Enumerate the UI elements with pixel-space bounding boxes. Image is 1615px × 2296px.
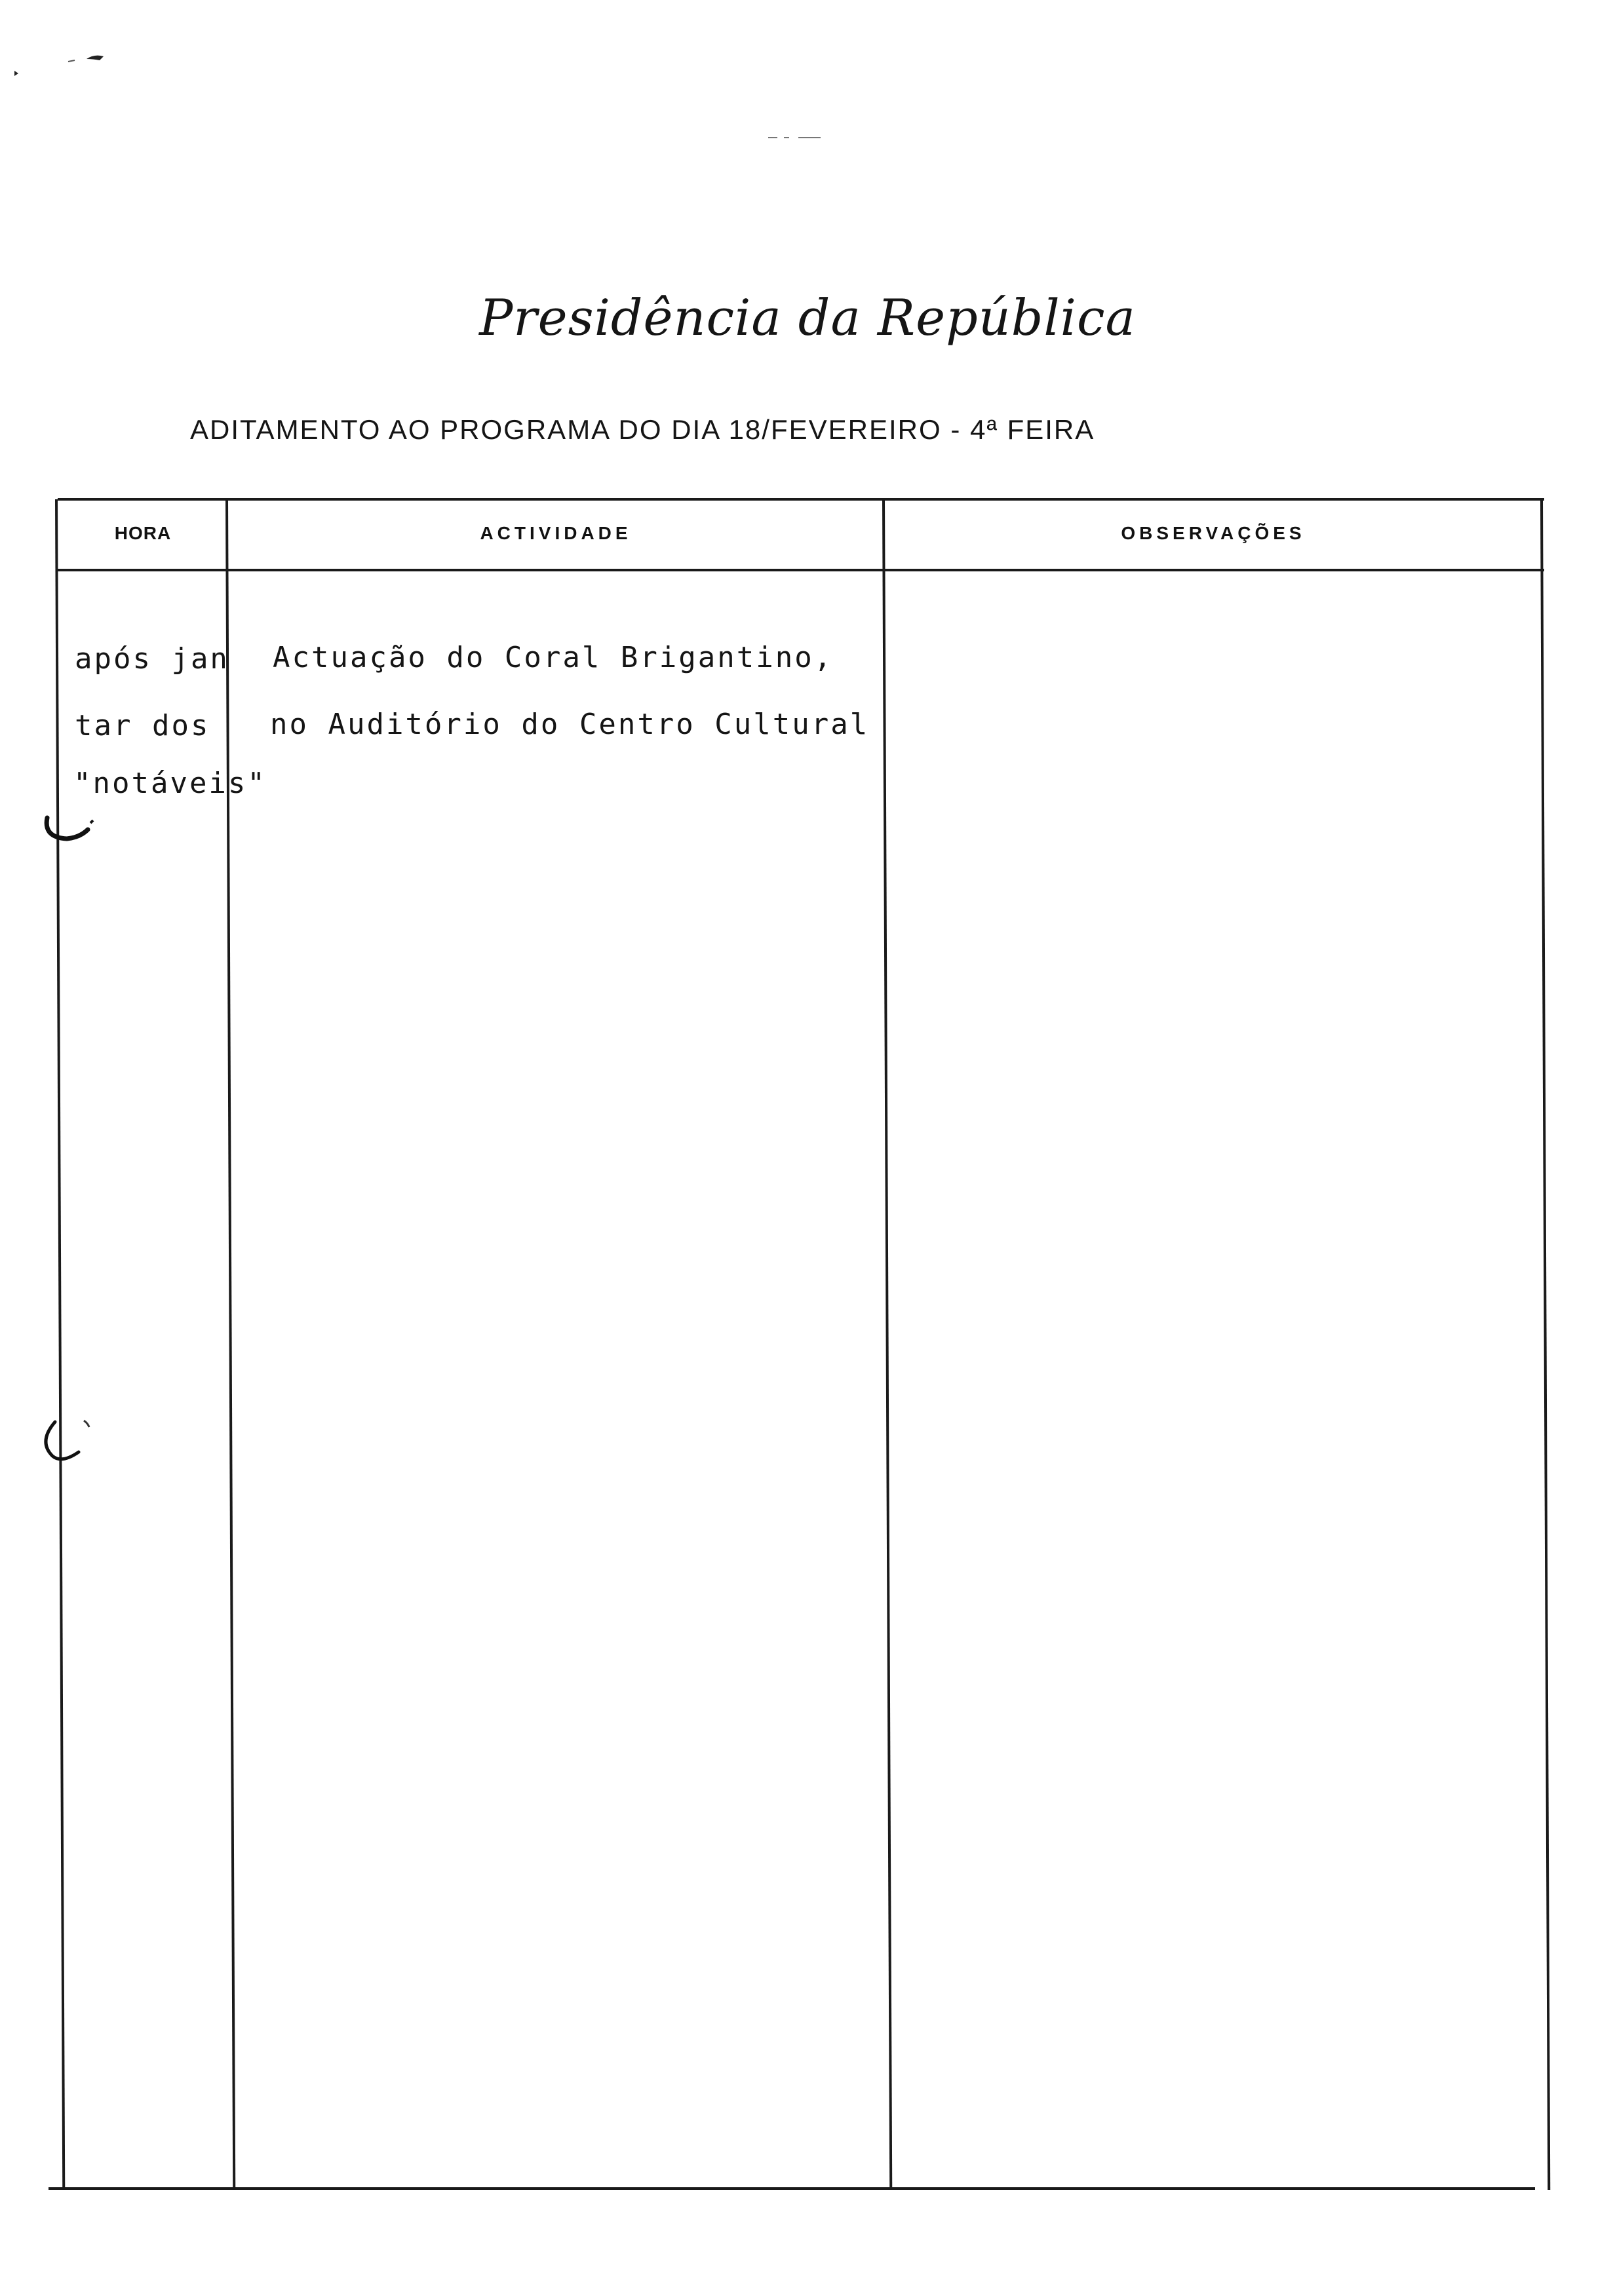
- actividade-cell-line: Actuação do Coral Brigantino,: [273, 641, 834, 674]
- table-left-border: [55, 499, 65, 2189]
- table-top-border: [58, 498, 1544, 501]
- table-right-border: [1540, 499, 1550, 2190]
- column-divider-hora: [225, 499, 235, 2187]
- scan-mark: [767, 131, 826, 144]
- letterhead: Presidência da República: [479, 288, 1136, 347]
- actividade-cell-line: no Auditório do Centro Cultural: [270, 708, 870, 741]
- column-header-actividade: ACTIVIDADE: [480, 523, 632, 543]
- punch-hole-mark: [43, 1415, 109, 1474]
- document-title: ADITAMENTO AO PROGRAMA DO DIA 18/FEVEREIRO - 4ª FEIRA: [190, 414, 1095, 445]
- column-header-hora: HORA: [114, 523, 172, 543]
- hora-cell-line: "notáveis": [73, 767, 267, 800]
- punch-hole-mark: [39, 806, 105, 858]
- table-bottom-border: [49, 2187, 1535, 2190]
- table-header-divider: [58, 569, 1544, 571]
- column-header-observacoes: OBSERVAÇÕES: [1121, 523, 1306, 543]
- scan-mark: [8, 39, 113, 85]
- hora-cell-line: tar dos: [75, 709, 210, 742]
- hora-cell-line: após jan: [75, 642, 229, 676]
- column-divider-actividade: [882, 499, 892, 2187]
